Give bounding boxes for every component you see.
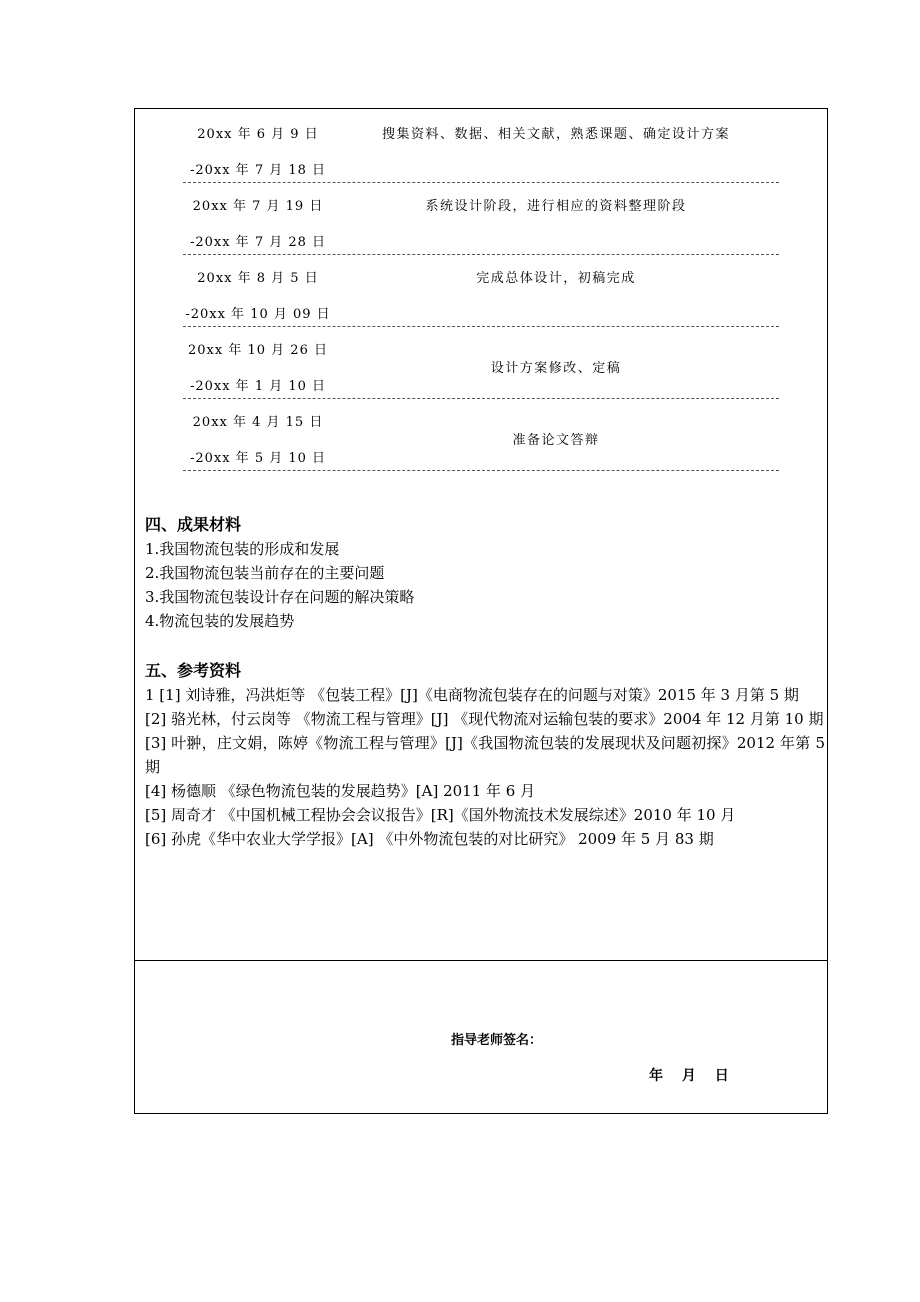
list-item: 3.我国物流包装设计存在问题的解决策略 [145, 588, 415, 606]
task-description: 系统设计阶段，进行相应的资料整理阶段 [425, 199, 687, 214]
results-heading: 四、成果材料 [145, 515, 242, 534]
reference-item: [2] 骆光林，付云岗等 《物流工程与管理》[J] 《现代物流对运输包装的要求》2004 年 12 月第 10 期 [145, 710, 824, 728]
schedule-table [183, 111, 779, 471]
start-date: 20xx 年 7 月 19 日 [192, 199, 324, 214]
schedule-row [183, 183, 779, 255]
end-date: -20xx 年 5 月 10 日 [189, 451, 327, 466]
end-date: -20xx 年 1 月 10 日 [189, 379, 327, 394]
schedule-row [183, 399, 779, 471]
list-item: 4.物流包装的发展趋势 [145, 612, 295, 630]
end-date: -20xx 年 10 月 09 日 [185, 307, 331, 322]
references-section [145, 659, 825, 851]
task-description: 完成总体设计，初稿完成 [476, 271, 636, 286]
advisor-signature-label: 指导老师签名： [451, 1033, 543, 1048]
schedule-row [183, 255, 779, 327]
signature-date: 年 月 日 [649, 1068, 729, 1084]
form-frame [134, 108, 828, 1114]
task-description: 搜集资料、数据、相关文献，熟悉课题、确定设计方案 [381, 127, 730, 142]
reference-item: [5] 周奇才 《中国机械工程协会会议报告》[R]《国外物流技术发展综述》2010 年 10 月 [145, 806, 736, 824]
section-divider [135, 960, 827, 961]
schedule-row [183, 327, 779, 399]
start-date: 20xx 年 8 月 5 日 [197, 271, 319, 286]
list-item: 1.我国物流包装的形成和发展 [145, 540, 340, 558]
end-date: -20xx 年 7 月 18 日 [189, 163, 327, 178]
start-date: 20xx 年 6 月 9 日 [197, 127, 319, 142]
task-description: 设计方案修改、定稿 [490, 361, 622, 376]
list-item: 2.我国物流包装当前存在的主要问题 [145, 564, 385, 582]
results-section [145, 513, 825, 633]
reference-item: 1 [1] 刘诗雅，冯洪炬等 《包装工程》[J]《电商物流包装存在的问题与对策》2015 年 3 月第 5 期 [145, 686, 799, 704]
references-heading: 五、参考资料 [145, 661, 242, 680]
end-date: -20xx 年 7 月 28 日 [189, 235, 327, 250]
start-date: 20xx 年 4 月 15 日 [192, 415, 324, 430]
task-description: 准备论文答辩 [512, 433, 600, 448]
start-date: 20xx 年 10 月 26 日 [188, 343, 328, 358]
schedule-row [183, 111, 779, 183]
reference-item: [3] 叶翀，庄文娟，陈婷《物流工程与管理》[J]《我国物流包装的发展现状及问题初探》2012 年第 5 期 [145, 734, 825, 776]
reference-item: [4] 杨德顺 《绿色物流包装的发展趋势》[A] 2011 年 6 月 [145, 782, 536, 800]
reference-item: [6] 孙虎《华中农业大学学报》[A] 《中外物流包装的对比研究》 2009 年 5 月 83 期 [145, 830, 714, 848]
